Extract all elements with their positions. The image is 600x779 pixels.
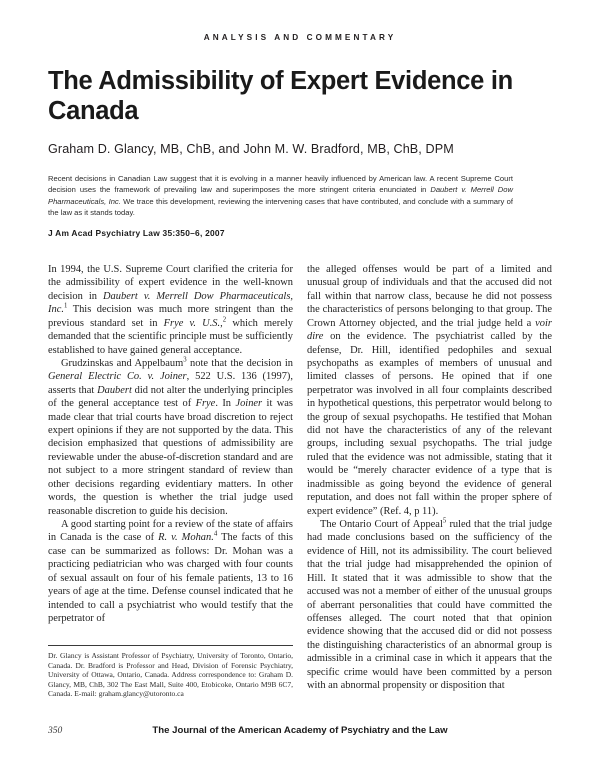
- text-run: . In: [215, 398, 236, 410]
- text-run: A good starting point for a review of the state of affairs in Canada is the case of: [48, 519, 293, 544]
- footnote-marker: 3: [183, 356, 187, 364]
- case-name: Frye: [195, 398, 216, 410]
- case-name: R. v. Mohan.: [158, 532, 214, 544]
- text-run: which merely demanded that the scientific principle must be sufficiently established to have gained general acceptance.: [48, 317, 293, 356]
- abstract-text: [48, 173, 513, 219]
- body-column-left: [48, 263, 293, 625]
- text-run: The facts of this case can be summarized as follows: Dr. Mohan was a practicing pediatrician who was charged with four counts of sexual assault on four of his female patients, 13 to 16 years of age at the time. Defense counsel indicated that he intended to call a psychiatrist who would testify that the perpetrator of: [48, 532, 293, 624]
- footer-page-number: 350: [48, 726, 63, 736]
- abstract-part-1: Recent decisions in Canadian Law suggest that it is evolving in a manner heavily influenced by American law. A recent Supreme Court decision uses the framework of prevailing law and superimposes the more stringent criteria enunciated in: [48, 174, 513, 195]
- text-run: This decision was much more stringent than the previous standard set in: [48, 304, 293, 329]
- text-run: the alleged offenses would be part of a limited and unusual group of individuals and that the accused did not fall within that narrow class, because he did not possess the characteristics of persons belonging to that group. The Crown Attorney objected, and the trial judge held a: [307, 264, 552, 329]
- paragraph: [307, 263, 552, 518]
- footnote-marker: 4: [213, 530, 218, 538]
- case-name: Daubert: [97, 384, 132, 396]
- text-run: In 1994, the U.S. Supreme Court clarified the criteria for the admissibility of expert evidence in the well-known decision in: [48, 264, 293, 302]
- page-title: The Admissibility of Expert Evidence in Canada: [48, 67, 513, 126]
- text-run: The Ontario Court of Appeal: [320, 519, 443, 531]
- footnote-marker: 1: [63, 302, 68, 310]
- latin-term: voir dire: [307, 317, 552, 343]
- section-kicker: ANALYSIS AND COMMENTARY: [203, 33, 397, 42]
- footnote-text: Dr. Glancy is Assistant Professor of Psychiatry, University of Toronto, Ontario, Canada. Dr. Bradford is Professor and Head, Division of Forensic Psychiatry, University of Ottawa, Ontario, Canada. Address correspondence to: Graham D. Glancy, MB, ChB, 302 The East Mall, Suite 400, Etobicoke, Ontario M9B 6C7, Canada. E-mail: graham.glancy@utoronto.ca: [48, 651, 293, 699]
- author-line: Graham D. Glancy, MB, ChB, and John M. W. Bradford, MB, ChB, DPM: [48, 142, 454, 156]
- case-name: General Electric Co. v. Joiner: [48, 371, 187, 383]
- case-name: Frye v. U.S.,: [163, 317, 223, 329]
- text-run: , 522 U.S. 136 (1997), asserts that: [48, 371, 293, 396]
- footnote-divider: [48, 645, 293, 646]
- abstract-case-citation: Daubert v. Merrell Dow Pharmaceuticals, Inc.: [48, 185, 513, 206]
- text-run: note that the decision in: [186, 357, 293, 369]
- abstract-part-2: We trace this development, reviewing the intervening cases that have contributed, and conclude with a summary of the law as it stands today.: [48, 196, 513, 218]
- text-run: did not alter the underlying principles of the general acceptance test of: [48, 384, 293, 410]
- case-name: Joiner: [235, 398, 263, 410]
- text-run: it was made clear that trial courts have broad discretion to reject expert opinions if they are not supported by the data. This decision emphasized that questions of admissibility are reviewable under the abuse-of-discretion standard and are not subject to a more stringent standard of review than other decisions regarding evidentiary matters. In other words, the question is whether the trial judge used reasonable discretion to guide his decision.: [48, 398, 293, 517]
- affiliation-footnote: [48, 645, 293, 699]
- text-run: on the evidence. The psychiatrist called by the defense, Dr. Hill, identified pedophiles and sexual psychopaths as examples of members of unusual and limited classes of persons. He opined that if one perpetrator was involved in all four complaints described in hypothetical questions, this perpetrator would belong to the group of sexual psychopaths. He testified that Mohan did not have the characteristics of any of the relevant groups, including sexual psychopaths. The trial judge ruled that the evidence was not admissible, stating that it would be “merely character evidence of a type that is inadmissible as going beyond the evidence of general reputation, and does not fall within the proper sphere of expert evidence” (Ref. 4, p 11).: [307, 331, 552, 517]
- footer-journal-name: The Journal of the American Academy of Psychiatry and the Law: [152, 725, 448, 736]
- text-run: ruled that the trial judge had made conclusions based on the sufficiency of the evidence of Hill, not its admissibility. The court believed that the trial judge had misapprehended the opinion of Hill. It stated that it was admissible to show that the accused was not a member of either of the unusual groups of aberrant personalities that could have committed the offenses alleged. The court noted that that opinion evidence showing that the accused did or did not possess the distinguishing characteristics of an abnormal group is admissible in a criminal case in which it appears that the specific crime would have been committed by a person with an abnormal propensity or disposition that: [307, 519, 552, 692]
- paragraph: [48, 263, 293, 357]
- journal-citation: J Am Acad Psychiatry Law 35:350–6, 2007: [48, 228, 225, 238]
- body-column-right: [307, 263, 552, 693]
- footnote-marker: 2: [222, 316, 227, 324]
- paragraph: [307, 518, 552, 692]
- text-run: Grudzinskas and Appelbaum: [61, 357, 184, 369]
- case-name: Daubert v. Merrell Dow Pharmaceuticals, Inc.: [48, 290, 293, 316]
- paragraph: [48, 357, 293, 518]
- paragraph: [48, 518, 293, 625]
- footnote-marker: 5: [442, 517, 447, 525]
